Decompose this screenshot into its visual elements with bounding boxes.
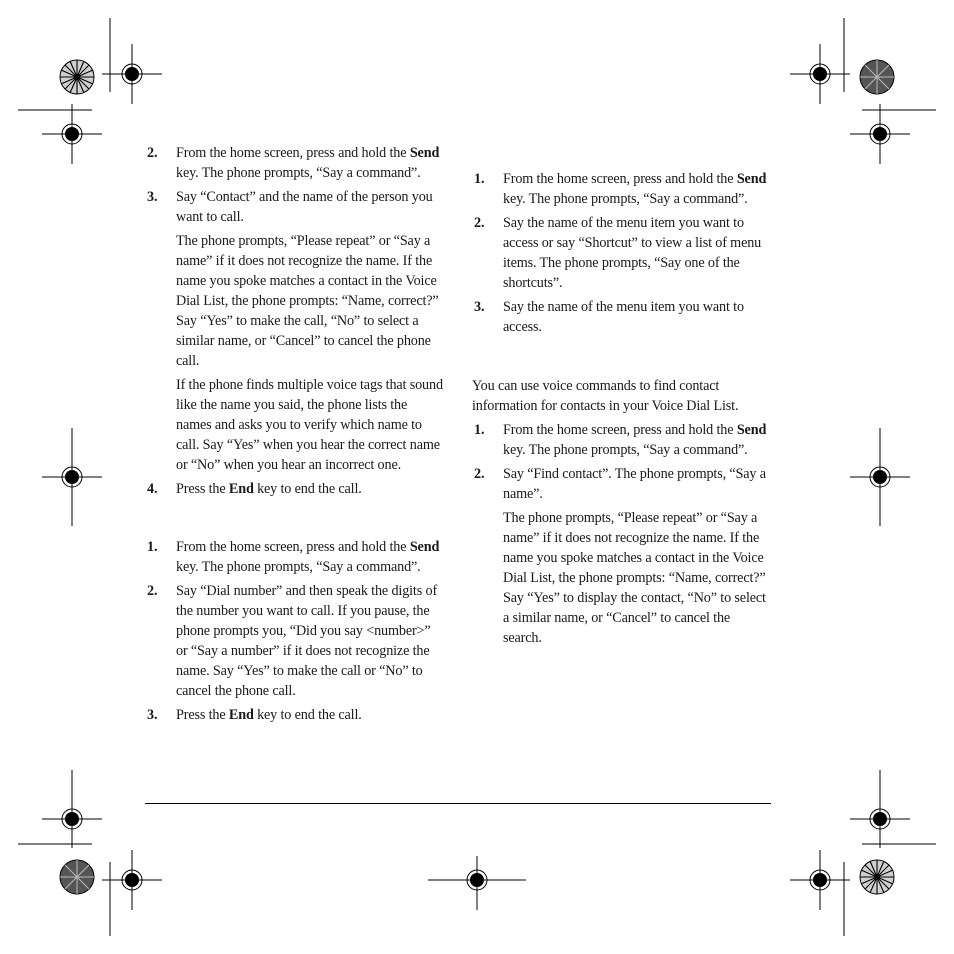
step-number: 2. — [147, 145, 158, 161]
step-number: 1. — [474, 171, 485, 187]
intro-paragraph: You can use voice commands to find contact information for contacts in your Voice Dial List. — [472, 378, 739, 414]
footer-rule — [145, 803, 771, 804]
step-text: Say “Contact” and the name of the person you want to call. — [176, 189, 433, 225]
list-item — [145, 705, 445, 725]
registration-target-icon — [850, 428, 910, 528]
step-number: 2. — [474, 466, 485, 482]
list-item — [472, 213, 772, 293]
registration-target-icon — [850, 104, 910, 164]
list-item — [145, 537, 445, 577]
star-target-icon — [59, 59, 95, 95]
step-paragraph: The phone prompts, “Please repeat” or “Say a name” if it does not recognize the name. If the name you spoke matches a contact in the Voice Dial List, the phone prompts: “Name, correct?” Say “Yes” to display the contact, “No” to select a similar name, or “Cancel” to cancel the search. — [503, 510, 766, 646]
key-name: End — [228, 707, 254, 723]
step-number: 2. — [474, 215, 485, 231]
step-paragraph: The phone prompts, “Please repeat” or “Say a name” if it does not recognize the name. If the name you spoke matches a contact in the Voice Dial List, the phone prompts: “Name, correct?” Say “Yes” to make the call, “No” to select a similar name, or “Cancel” to cancel the phone call. — [176, 233, 439, 369]
key-name: Send — [736, 171, 767, 187]
registration-target-icon — [102, 44, 162, 104]
step-number: 1. — [147, 539, 158, 555]
registration-target-icon — [42, 770, 102, 850]
step-text: Say “Find contact”. The phone prompts, “Say a name”. — [503, 466, 766, 502]
list-item — [145, 479, 445, 499]
left-column — [145, 143, 445, 729]
key-name: Send — [736, 422, 767, 438]
registration-target-icon — [790, 44, 850, 104]
step-number: 3. — [147, 189, 158, 205]
star-target-icon — [859, 59, 895, 95]
list-item — [472, 169, 772, 209]
step-text: Say the name of the menu item you want to access or say “Shortcut” to view a list of menu items. The phone prompts, “Say one of the shortcuts”. — [503, 215, 762, 291]
list-item — [145, 581, 445, 701]
step-text: From the home screen, press and hold the Send key. The phone prompts, “Say a command”. — [503, 422, 767, 458]
step-text: Press the End key to end the call. — [176, 707, 362, 723]
step-number: 2. — [147, 583, 158, 599]
key-name: End — [228, 481, 254, 497]
registration-target-icon — [428, 850, 528, 910]
step-text: From the home screen, press and hold the Send key. The phone prompts, “Say a command”. — [176, 145, 440, 181]
registration-target-icon — [102, 850, 162, 910]
step-text: From the home screen, press and hold the Send key. The phone prompts, “Say a command”. — [503, 171, 767, 207]
key-name: Send — [409, 145, 440, 161]
list-item — [145, 187, 445, 475]
step-number: 3. — [147, 707, 158, 723]
step-text: Say the name of the menu item you want to access. — [503, 299, 744, 335]
registration-target-icon — [42, 104, 102, 164]
step-number: 4. — [147, 481, 158, 497]
list-item — [145, 143, 445, 183]
star-target-icon — [59, 859, 95, 895]
step-number: 3. — [474, 299, 485, 315]
registration-target-icon — [850, 770, 910, 850]
registration-target-icon — [790, 850, 850, 910]
list-item — [472, 297, 772, 337]
key-name: Send — [409, 539, 440, 555]
list-item — [472, 420, 772, 460]
step-text: Say “Dial number” and then speak the digits of the number you want to call. If you pause, the phone prompts you, “Did you say <number>” or “Say a number” if it does not recognize the name. Say “Yes” to make the call or “No” to cancel the phone call. — [176, 583, 438, 699]
star-target-icon — [859, 859, 895, 895]
step-text: Press the End key to end the call. — [176, 481, 362, 497]
step-paragraph: If the phone finds multiple voice tags that sound like the name you said, the phone lists the names and asks you to verify which name to call. Say “Yes” when you hear the correct name or “No” when you hear an incorrect one. — [176, 377, 443, 473]
registration-target-icon — [42, 428, 102, 528]
list-item — [472, 464, 772, 648]
right-column — [472, 169, 772, 652]
step-text: From the home screen, press and hold the Send key. The phone prompts, “Say a command”. — [176, 539, 440, 575]
step-number: 1. — [474, 422, 485, 438]
